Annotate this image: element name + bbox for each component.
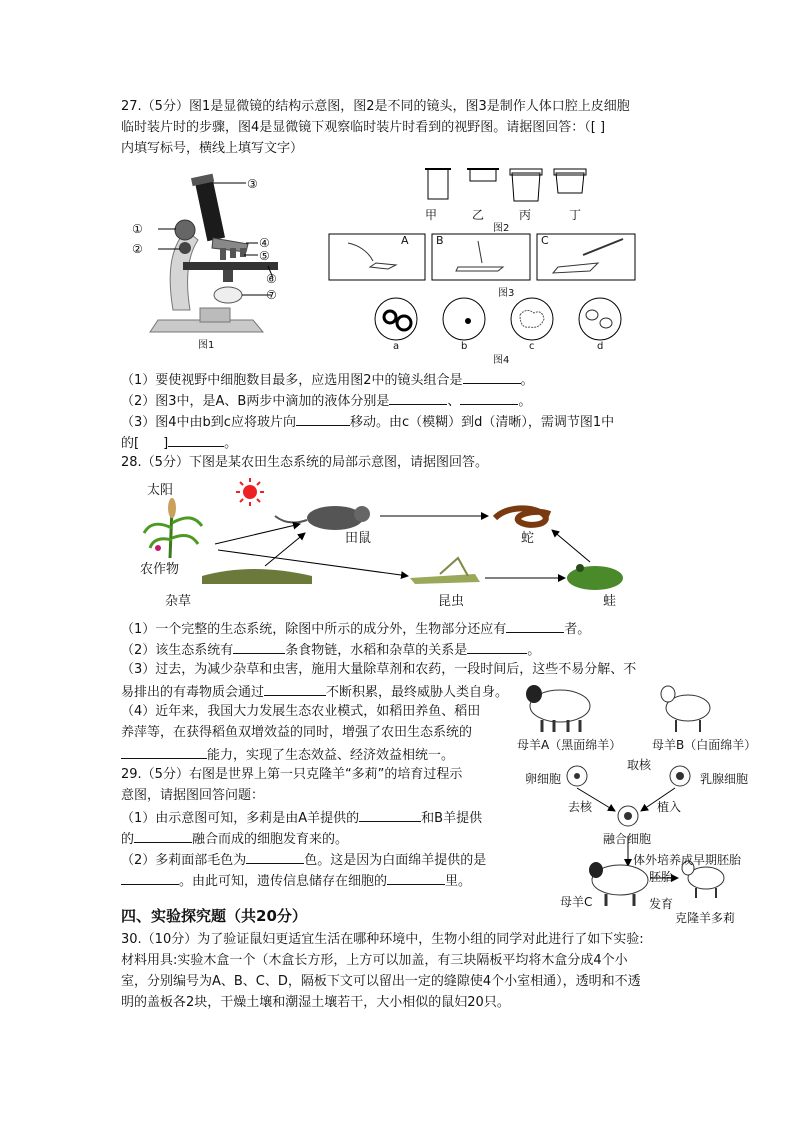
label-sheep-b: 母羊B（白面绵羊）	[652, 738, 757, 752]
fig1-label-3: ③	[247, 177, 258, 191]
fig1-label-6: ⑥	[266, 272, 277, 286]
fig1-label-2: ②	[132, 242, 143, 256]
step-label-a: A	[401, 234, 409, 247]
label-embryo: 胚胎	[649, 870, 674, 884]
q30-line2: 材料用具:实验木盒一个（木盒长方形，上方可以加盖，有三块隔板平均将木盒分成4个小	[121, 953, 628, 968]
q28-part4-cont2: 能力，实现了生态效益、经济效益相统一。	[121, 746, 454, 764]
label-dolly: 克隆羊多莉	[675, 911, 736, 925]
label-mammary: 乳腺细胞	[700, 772, 749, 786]
fig4-caption: 图4	[493, 355, 510, 366]
q27-part3-cont: 的[ ] 。	[121, 436, 238, 451]
q29-part1: （1）由示意图可知，多莉是由A羊提供的 和B羊提供	[121, 811, 483, 826]
lens-label-yi: 乙	[472, 208, 485, 222]
lens-label-bing: 丙	[519, 208, 532, 222]
lens-label-ding: 丁	[569, 208, 582, 222]
section-title: 四、实验探究题（共20分）	[121, 907, 307, 925]
view-label-a: a	[393, 341, 400, 352]
label-crop: 农作物	[140, 562, 180, 577]
answer-blank[interactable]	[506, 620, 564, 633]
label-mouse: 田鼠	[345, 531, 372, 546]
fig3-caption: 图3	[498, 288, 515, 299]
view-label-d: d	[597, 341, 604, 352]
q27-part2: （2）图3中，是A、B两步中滴加的液体分别是 、 。	[121, 394, 532, 409]
q30-line1: 30.（10分）为了验证鼠妇更适宜生活在哪种环境中，生物小组的同学对此进行了如下实验:	[121, 932, 644, 947]
answer-blank[interactable]	[359, 809, 421, 822]
answer-blank[interactable]	[389, 392, 447, 405]
q27-stem-line2: 临时装片时的步骤，图4是显微镜下观察临时装片时看到的视野图。请据图回答：（[ ]	[121, 120, 606, 135]
answer-blank[interactable]	[463, 371, 521, 384]
q30-line3: 室，分别编号为A、B、C、D，隔板下文可以留出一定的缝隙使4个小室相通），透明和不透	[121, 974, 641, 989]
fig1-label-4: ④	[259, 236, 270, 250]
q29-part2-cont: 。由此可知，遗传信息储存在细胞的 里。	[121, 872, 471, 890]
label-sun: 太阳	[147, 483, 174, 498]
label-fused: 融合细胞	[603, 832, 652, 846]
field-of-view-figure	[360, 297, 640, 342]
view-label-b: b	[461, 341, 468, 352]
fig1-label-1: ①	[132, 222, 143, 236]
fig1-label-5: ⑤	[259, 249, 270, 263]
q29-stem-line2: 意图，请据图回答问题：	[121, 788, 265, 803]
answer-blank[interactable]	[134, 830, 192, 843]
q28-part3: （3）过去，为减少杂草和虫害，施用大量除草剂和农药，一段时间后，这些不易分解、不	[121, 662, 637, 677]
answer-blank[interactable]	[121, 746, 207, 759]
q28-stem: 28.（5分）下图是某农田生态系统的局部示意图，请据图回答。	[121, 455, 488, 470]
q27-stem-line3: 内填写标号，横线上填写文字）	[121, 141, 304, 156]
slide-steps-figure	[328, 233, 638, 283]
answer-blank[interactable]	[467, 641, 527, 654]
label-take: 取核	[627, 758, 652, 772]
answer-blank[interactable]	[387, 872, 445, 885]
q28-part3-cont: 易排出的有毒物质会通过 不断积累，最终威胁人类自身。	[121, 685, 509, 700]
q29-part2: （2）多莉面部毛色为 色。这是因为白面绵羊提供的是	[121, 853, 487, 868]
fig1-label-7: ⑦	[266, 288, 277, 302]
q27-part3: （3）图4中由b到c应将玻片向 移动。由c（模糊）到d（清晰），需调节图1中	[121, 415, 615, 430]
label-implant: 植入	[657, 800, 682, 814]
q27-stem-line1: 27.（5分）图1是显微镜的结构示意图，图2是不同的镜头，图3是制作人体口腔上皮细胞	[121, 99, 630, 114]
q29-stem-line1: 29.（5分）右图是世界上第一只克隆羊“多莉”的培育过程示	[121, 767, 463, 782]
fig2-caption: 图2	[493, 223, 510, 234]
q30-line4: 明的盖板各2块，干燥土壤和潮湿土壤若干，大小相似的鼠妇20只。	[121, 995, 510, 1010]
answer-blank[interactable]	[233, 641, 285, 654]
label-develop: 发育	[649, 897, 674, 911]
label-egg: 卵细胞	[525, 772, 562, 786]
q28-part4: （4）近年来，我国大力发展生态农业模式，如稻田养鱼、稻田	[121, 704, 481, 719]
answer-blank[interactable]	[121, 872, 179, 885]
lens-figure	[420, 165, 590, 210]
fig1-caption: 图1	[198, 340, 215, 351]
step-label-c: C	[541, 234, 549, 247]
answer-blank[interactable]	[264, 683, 326, 696]
cloning-diagram	[510, 676, 770, 926]
q29-part1-cont: 的 融合而成的细胞发育来的。	[121, 832, 349, 847]
view-label-c: c	[529, 341, 535, 352]
label-sheep-c: 母羊C	[560, 895, 593, 909]
label-sheep-a: 母羊A（黑面绵羊）	[517, 738, 622, 752]
q28-part1: （1）一个完整的生态系统，除图中所示的成分外，生物部分还应有 者。	[121, 622, 591, 637]
label-culture: 体外培养成早期胚胎	[633, 853, 742, 867]
answer-blank[interactable]	[460, 392, 518, 405]
label-snake: 蛇	[521, 531, 535, 546]
q27-part1: （1）要使视野中细胞数目最多，应选用图2中的镜头组合是 。	[121, 373, 534, 388]
food-web-figure	[140, 478, 660, 613]
q28-part2: （2）该生态系统有 条食物链，水稻和杂草的关系是 。	[121, 643, 541, 658]
label-frog: 蛙	[603, 594, 617, 609]
q28-part4-cont: 养萍等，在获得稻鱼双增效益的同时，增强了农田生态系统的	[121, 725, 473, 740]
label-remove: 去核	[568, 800, 593, 814]
answer-blank[interactable]	[296, 413, 350, 426]
label-weed: 杂草	[165, 594, 192, 609]
label-insect: 昆虫	[438, 594, 465, 609]
lens-label-jia: 甲	[425, 208, 438, 222]
answer-blank[interactable]	[168, 434, 224, 447]
step-label-b: B	[436, 234, 444, 247]
answer-blank[interactable]	[246, 851, 304, 864]
